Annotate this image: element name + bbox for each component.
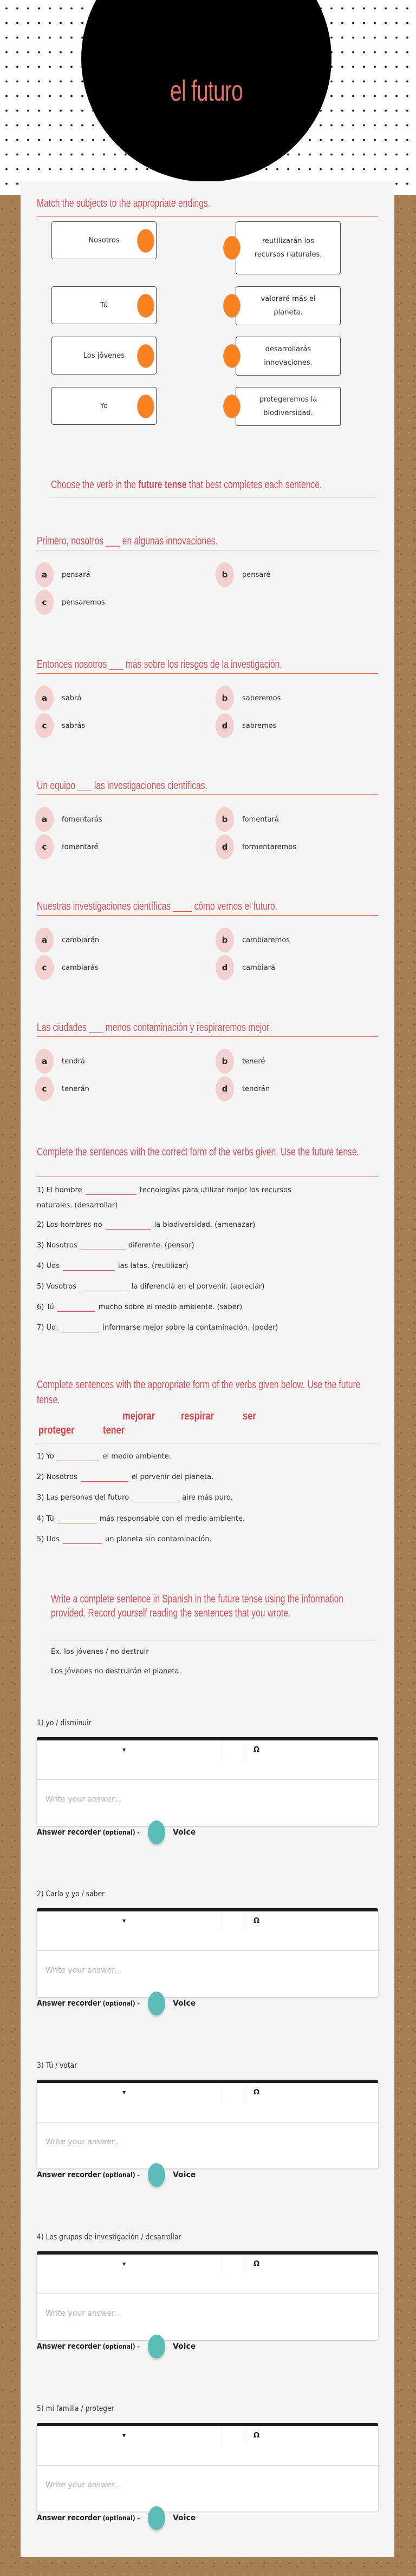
voice-record-button[interactable] bbox=[148, 1821, 165, 1844]
verb-bank-item: ser bbox=[243, 1410, 256, 1422]
voice-label: Voice bbox=[172, 1999, 196, 2008]
divider bbox=[37, 794, 378, 795]
blank-input[interactable] bbox=[132, 1494, 179, 1502]
answer-option-a[interactable] bbox=[35, 928, 99, 952]
question-prompt: Entonces nosotros ___ más sobre los riesgos de la investigación. bbox=[37, 659, 282, 671]
sentence-end: la diferencia en el porvenir. (apreciar) bbox=[131, 1283, 265, 1291]
option-letter-badge: b bbox=[216, 928, 234, 952]
sentence-start: 3) Las personas del futuro bbox=[37, 1494, 129, 1502]
fill-sentence bbox=[37, 1512, 384, 1527]
divider bbox=[37, 1036, 378, 1037]
editor-toolbar bbox=[37, 1740, 378, 1780]
answer-recorder bbox=[37, 1821, 196, 1844]
header-circle bbox=[81, 0, 332, 182]
answer-editor bbox=[37, 1737, 378, 1826]
answer-option-d[interactable] bbox=[216, 1076, 270, 1101]
fill-sentence bbox=[37, 1532, 384, 1547]
page-title: el futuro bbox=[170, 75, 243, 107]
option-text: cambiará bbox=[242, 963, 275, 972]
voice-label: Voice bbox=[172, 2342, 196, 2351]
match-right-item[interactable]: protegeremos la biodiversidad. bbox=[236, 387, 341, 426]
match-right-item[interactable]: reutilizarán los recursos naturales. bbox=[236, 221, 341, 274]
sentence-start: 1) El hombre bbox=[37, 1186, 82, 1194]
option-letter-badge: c bbox=[35, 1076, 54, 1101]
match-left-item[interactable]: Los jóvenes bbox=[51, 337, 157, 374]
sentence-end: más responsable con el medio ambiente. bbox=[99, 1515, 245, 1523]
verb-bank-item: tener bbox=[103, 1424, 125, 1436]
divider bbox=[37, 915, 378, 916]
fill-sentence bbox=[37, 1490, 384, 1506]
recorder-label bbox=[37, 1828, 140, 1837]
matching-instruction: Match the subjects to the appropriate endings. bbox=[37, 198, 211, 209]
option-letter-badge: d bbox=[216, 713, 234, 738]
option-text: tenerán bbox=[62, 1085, 89, 1093]
answer-option-b[interactable] bbox=[216, 562, 270, 587]
special-characters-omega-icon[interactable]: Ω bbox=[253, 1917, 260, 1925]
option-letter-badge: a bbox=[35, 807, 54, 832]
answer-text-input[interactable] bbox=[37, 1951, 378, 1997]
option-text: fomentará bbox=[242, 815, 279, 824]
sentence-start: 2) Nosotros bbox=[37, 1473, 77, 1481]
toolbar-separator bbox=[221, 1913, 222, 1931]
answer-option-d[interactable] bbox=[216, 955, 275, 980]
fill-sentence bbox=[37, 1470, 384, 1485]
toolbar-separator bbox=[221, 2427, 222, 2446]
instruction-text: that best completes each sentence. bbox=[186, 479, 322, 491]
sentence-start: 4) Uds bbox=[37, 1262, 60, 1270]
option-letter-badge: c bbox=[35, 834, 54, 859]
blank-input[interactable] bbox=[57, 1515, 96, 1523]
recorder-title: Answer recorder bbox=[37, 2342, 101, 2351]
recorder-optional: (optional) - bbox=[100, 2514, 140, 2522]
editor-toolbar bbox=[37, 2083, 378, 2122]
match-connector-left[interactable] bbox=[137, 229, 154, 253]
option-text: tendrá bbox=[62, 1057, 85, 1066]
divider bbox=[37, 216, 378, 217]
sentence-start: 3) Nosotros bbox=[37, 1241, 77, 1250]
option-letter-badge: d bbox=[216, 955, 234, 980]
match-connector-left[interactable] bbox=[137, 294, 154, 318]
option-letter-badge: a bbox=[35, 1049, 54, 1074]
option-text: pensaremos bbox=[62, 598, 105, 607]
recorder-label bbox=[37, 2514, 140, 2522]
special-characters-omega-icon[interactable]: Ω bbox=[253, 1746, 260, 1754]
fill-sentence bbox=[37, 1279, 384, 1294]
sentence-end: las latas. (reutilizar) bbox=[118, 1262, 188, 1270]
option-letter-badge: c bbox=[35, 955, 54, 980]
option-letter-badge: b bbox=[216, 686, 234, 711]
fill-sentence bbox=[37, 1449, 384, 1464]
voice-record-button[interactable] bbox=[148, 1992, 165, 2015]
verb-bank-item: respirar bbox=[181, 1410, 214, 1422]
answer-option-a[interactable] bbox=[35, 1049, 85, 1074]
editor-toolbar bbox=[37, 2426, 378, 2466]
font-dropdown-caret-icon[interactable]: ▼ bbox=[122, 1747, 126, 1752]
sentence-start: 6) Tú bbox=[37, 1303, 54, 1311]
toolbar-separator bbox=[221, 2084, 222, 2102]
recorder-label bbox=[37, 1999, 140, 2008]
match-connector-right[interactable] bbox=[223, 236, 240, 260]
match-left-item[interactable]: Nosotros bbox=[51, 221, 157, 259]
option-letter-badge: c bbox=[35, 713, 54, 738]
answer-option-a[interactable] bbox=[35, 686, 81, 711]
answer-recorder bbox=[37, 2163, 196, 2187]
sentence-start: 1) Yo bbox=[37, 1453, 54, 1461]
fill2-instruction: Complete sentences with the appropriate form of the verbs given below. Use the future tense. bbox=[37, 1379, 361, 1406]
verb-bank-item: mejorar bbox=[122, 1410, 155, 1422]
answer-recorder bbox=[37, 2506, 196, 2530]
match-right-item[interactable]: valoraré más el planeta. bbox=[236, 286, 341, 325]
question-prompt: Un equipo ___ las investigaciones científicas. bbox=[37, 780, 207, 792]
sentence-cont: naturales. (desarrollar) bbox=[37, 1201, 118, 1210]
mcq-instruction bbox=[51, 478, 322, 491]
sentence-end: el porvenir del planeta. bbox=[131, 1473, 214, 1481]
match-connector-left[interactable] bbox=[137, 344, 154, 368]
font-dropdown-caret-icon[interactable]: ▼ bbox=[122, 1918, 126, 1923]
blank-input[interactable] bbox=[80, 1283, 128, 1291]
special-characters-omega-icon[interactable]: Ω bbox=[253, 2432, 260, 2440]
sentence-start: 5) Vosotros bbox=[37, 1283, 76, 1291]
recorder-title: Answer recorder bbox=[37, 1999, 101, 2008]
header-banner bbox=[0, 0, 416, 195]
answer-option-b[interactable] bbox=[216, 807, 279, 832]
option-letter-badge: b bbox=[216, 1049, 234, 1074]
option-text: saberemos bbox=[242, 694, 281, 702]
answer-text-input[interactable] bbox=[37, 2466, 378, 2512]
recorder-label bbox=[37, 2342, 140, 2351]
blank-input[interactable] bbox=[86, 1186, 136, 1195]
sentence-end: la biodiversidad. (amenazar) bbox=[154, 1221, 256, 1229]
blank-input[interactable] bbox=[57, 1453, 100, 1461]
special-characters-omega-icon[interactable]: Ω bbox=[253, 2260, 260, 2268]
recorder-title: Answer recorder bbox=[37, 2171, 101, 2179]
blank-input[interactable] bbox=[63, 1262, 115, 1271]
voice-record-button[interactable] bbox=[148, 2163, 165, 2187]
recorder-label bbox=[37, 2171, 140, 2179]
answer-option-a[interactable] bbox=[35, 562, 90, 587]
voice-label: Voice bbox=[172, 2514, 196, 2522]
answer-editor bbox=[37, 2251, 378, 2340]
writing-question-label: 4) Los grupos de investigación / desarrollar bbox=[37, 2233, 181, 2242]
option-letter-badge: a bbox=[35, 686, 54, 711]
match-connector-right[interactable] bbox=[223, 294, 240, 318]
sentence-end: un planeta sin contaminación. bbox=[105, 1535, 212, 1543]
option-text: tendrán bbox=[242, 1085, 270, 1093]
sentence-start: 2) Los hombres no bbox=[37, 1221, 102, 1229]
option-letter-badge: b bbox=[216, 807, 234, 832]
sentence-end: tecnologías para utilizar mejor los recursos bbox=[139, 1186, 291, 1194]
answer-text-input[interactable] bbox=[37, 2295, 378, 2340]
answer-option-d[interactable] bbox=[216, 713, 276, 738]
font-dropdown-caret-icon[interactable]: ▼ bbox=[122, 2262, 126, 2266]
sentence-end: informarse mejor sobre la contaminación. (poder) bbox=[102, 1324, 278, 1332]
blank-input[interactable] bbox=[81, 1473, 128, 1482]
writing-question-label: 2) Carla y yo / saber bbox=[37, 1890, 105, 1898]
voice-label: Voice bbox=[172, 1828, 196, 1837]
writing-question-label: 3) Tú / votar bbox=[37, 2061, 77, 2070]
option-text: pensará bbox=[62, 570, 90, 579]
answer-option-c[interactable] bbox=[35, 1076, 89, 1101]
option-text: cambiarás bbox=[62, 963, 99, 972]
instruction-emphasis: future tense bbox=[138, 479, 187, 491]
sentence-end: diferente. (pensar) bbox=[128, 1241, 194, 1250]
font-dropdown-caret-icon[interactable]: ▼ bbox=[122, 2090, 126, 2095]
voice-record-button[interactable] bbox=[148, 2506, 165, 2530]
sentence-start: 5) Uds bbox=[37, 1535, 60, 1543]
instruction-text: Choose the verb in the bbox=[51, 479, 139, 491]
verb-bank-item: proteger bbox=[38, 1424, 75, 1436]
sentence-start: 4) Tú bbox=[37, 1515, 54, 1523]
divider bbox=[37, 673, 378, 674]
match-connector-right[interactable] bbox=[223, 395, 240, 418]
example-prompt: Ex. los jóvenes / no destruir bbox=[51, 1648, 149, 1656]
blank-input[interactable] bbox=[61, 1324, 99, 1332]
recorder-optional: (optional) - bbox=[100, 1829, 140, 1836]
sentence-end: el medio ambiente. bbox=[102, 1453, 171, 1461]
recorder-optional: (optional) - bbox=[100, 2000, 140, 2007]
question-prompt: Nuestras investigaciones científicas ____ cómo vemos el futuro. bbox=[37, 901, 277, 912]
blank-input[interactable] bbox=[57, 1303, 95, 1312]
worksheet-card bbox=[21, 181, 394, 2557]
answer-option-c[interactable] bbox=[35, 834, 99, 859]
option-letter-badge: d bbox=[216, 834, 234, 859]
editor-toolbar bbox=[37, 1911, 378, 1951]
match-connector-right[interactable] bbox=[223, 344, 240, 368]
question-prompt: Las ciudades ___ menos contaminación y respiraremos mejor. bbox=[37, 1022, 271, 1034]
option-text: cambiaremos bbox=[242, 936, 290, 944]
fill-sentence bbox=[37, 1320, 384, 1336]
option-text: formentaremos bbox=[242, 843, 297, 851]
answer-option-c[interactable] bbox=[35, 955, 99, 980]
answer-option-c[interactable] bbox=[35, 713, 85, 738]
recorder-optional: (optional) - bbox=[100, 2171, 140, 2179]
option-letter-badge: b bbox=[216, 562, 234, 587]
answer-recorder bbox=[37, 2335, 196, 2358]
sentence-end: aire más puro. bbox=[182, 1494, 233, 1502]
option-text: pensaré bbox=[242, 570, 271, 579]
editor-toolbar bbox=[37, 2255, 378, 2294]
answer-option-a[interactable] bbox=[35, 807, 102, 832]
option-text: cambiarán bbox=[62, 936, 100, 944]
answer-editor bbox=[37, 1908, 378, 1997]
toolbar-separator bbox=[221, 1742, 222, 1760]
answer-option-d[interactable] bbox=[216, 834, 296, 859]
option-letter-badge: a bbox=[35, 562, 54, 587]
option-text: fomentarás bbox=[62, 815, 102, 824]
example-answer: Los jóvenes no destruirán el planeta. bbox=[51, 1667, 181, 1675]
fill1-instruction: Complete the sentences with the correct form of the verbs given. Use the future tense. bbox=[37, 1146, 359, 1158]
match-connector-left[interactable] bbox=[137, 395, 154, 418]
match-right-item[interactable]: desarrollarás innovaciones. bbox=[236, 337, 341, 376]
answer-option-b[interactable] bbox=[216, 1049, 265, 1074]
answer-option-b[interactable] bbox=[216, 928, 290, 952]
voice-label: Voice bbox=[172, 2171, 196, 2179]
fill-sentence bbox=[37, 1183, 384, 1213]
answer-option-c[interactable] bbox=[35, 590, 105, 615]
answer-option-b[interactable] bbox=[216, 686, 281, 711]
answer-editor bbox=[37, 2080, 378, 2168]
recorder-title: Answer recorder bbox=[37, 2514, 101, 2522]
sentence-start: 7) Ud. bbox=[37, 1324, 58, 1332]
writing-instruction: Write a complete sentence in Spanish in the future tense using the information provided. Record yourself reading the sentences that you wrote. bbox=[51, 1593, 343, 1619]
option-text: sabrás bbox=[62, 721, 86, 730]
question-prompt: Primero, nosotros ___ en algunas innovaciones. bbox=[37, 535, 218, 547]
blank-input[interactable] bbox=[106, 1221, 151, 1230]
toolbar-separator bbox=[221, 2256, 222, 2274]
option-text: sabremos bbox=[242, 721, 277, 730]
answer-text-input[interactable] bbox=[37, 2123, 378, 2168]
blank-input[interactable] bbox=[81, 1241, 125, 1250]
fill-sentence bbox=[37, 1238, 384, 1253]
recorder-optional: (optional) - bbox=[100, 2343, 140, 2350]
voice-record-button[interactable] bbox=[148, 2335, 165, 2358]
option-text: sabrá bbox=[62, 694, 82, 702]
writing-question-label: 1) yo / disminuir bbox=[37, 1719, 92, 1727]
option-letter-badge: a bbox=[35, 928, 54, 952]
answer-text-input[interactable] bbox=[37, 1780, 378, 1826]
match-left-item[interactable]: Yo bbox=[51, 387, 157, 425]
fill-sentence bbox=[37, 1218, 384, 1233]
recorder-title: Answer recorder bbox=[37, 1828, 101, 1837]
answer-editor bbox=[37, 2423, 378, 2512]
option-letter-badge: c bbox=[35, 590, 54, 615]
fill-sentence bbox=[37, 1300, 384, 1315]
option-text: teneré bbox=[242, 1057, 265, 1066]
option-letter-badge: d bbox=[216, 1076, 234, 1101]
answer-recorder bbox=[37, 1992, 196, 2015]
match-left-item[interactable]: Tú bbox=[51, 286, 157, 324]
blank-input[interactable] bbox=[63, 1535, 102, 1544]
font-dropdown-caret-icon[interactable]: ▼ bbox=[122, 2433, 126, 2438]
option-text: fomentaré bbox=[62, 843, 99, 851]
special-characters-omega-icon[interactable]: Ω bbox=[253, 2088, 260, 2097]
writing-question-label: 5) mi familia / proteger bbox=[37, 2404, 114, 2413]
sentence-end: mucho sobre el medio ambiente. (saber) bbox=[98, 1303, 243, 1311]
fill-sentence bbox=[37, 1259, 384, 1274]
